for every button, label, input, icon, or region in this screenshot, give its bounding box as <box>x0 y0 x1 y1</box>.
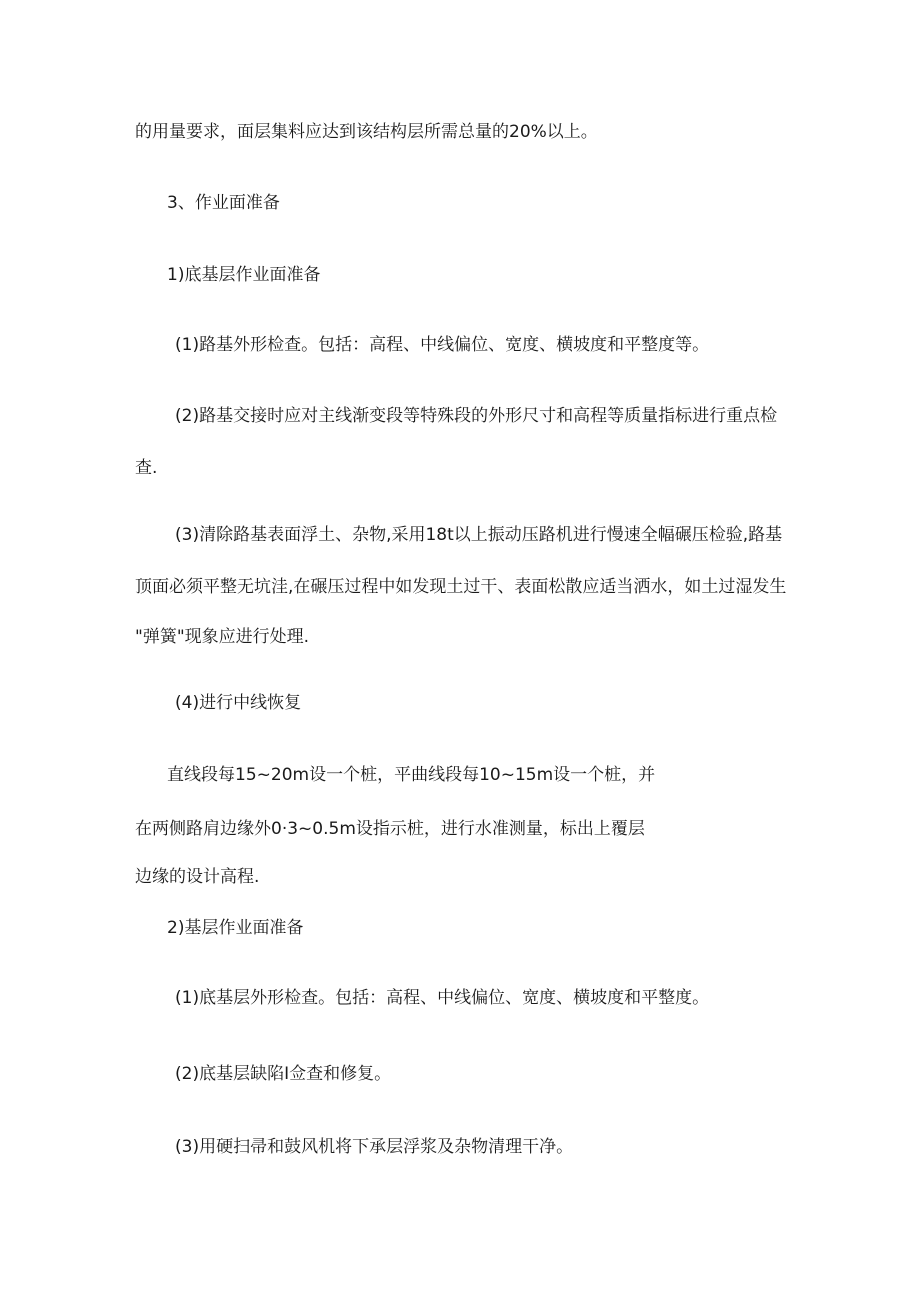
list-item: (2)底基层缺陷I佥查和修复。 <box>175 1064 392 1084</box>
section-heading: 3、作业面准备 <box>167 193 280 213</box>
subsection-heading: 2)基层作业面准备 <box>167 918 304 938</box>
list-item: (4)进行中线恢复 <box>175 693 302 713</box>
paragraph-line: 边缘的设计高程. <box>135 867 260 887</box>
paragraph-line: 直线段每15~20m设一个桩，平曲线段每10~15m设一个桩，并 <box>167 765 656 785</box>
subsection-heading: 1)底基层作业面准备 <box>167 265 321 285</box>
paragraph-line: "弹簧"现象应进行处理. <box>135 627 310 647</box>
list-item: (1)底基层外形检查。包括：高程、中线偏位、宽度、横坡度和平整度。 <box>175 988 710 1008</box>
paragraph-line: 查. <box>135 458 158 478</box>
list-item: (2)路基交接时应对主线渐变段等特殊段的外形尺寸和高程等质量指标进行重点检 <box>175 406 778 426</box>
list-item: (1)路基外形检查。包括：高程、中线偏位、宽度、横坡度和平整度等。 <box>175 335 710 355</box>
paragraph-line: 在两侧路肩边缘外0·3~0.5m设指示桩，进行水准测量，标出上覆层 <box>135 819 645 839</box>
paragraph-line: 顶面必须平整无坑洼,在碾压过程中如发现土过干、表面松散应适当洒水，如土过湿发生 <box>135 577 787 597</box>
list-item: (3)用硬扫帚和鼓风机将下承层浮浆及杂物清理干净。 <box>175 1137 574 1157</box>
paragraph-line: 的用量要求，面层集料应达到该结构层所需总量的20%以上。 <box>135 122 598 142</box>
list-item: (3)清除路基表面浮土、杂物,采用18t以上振动压路机进行慢速全幅碾压检验,路基 <box>175 525 783 545</box>
